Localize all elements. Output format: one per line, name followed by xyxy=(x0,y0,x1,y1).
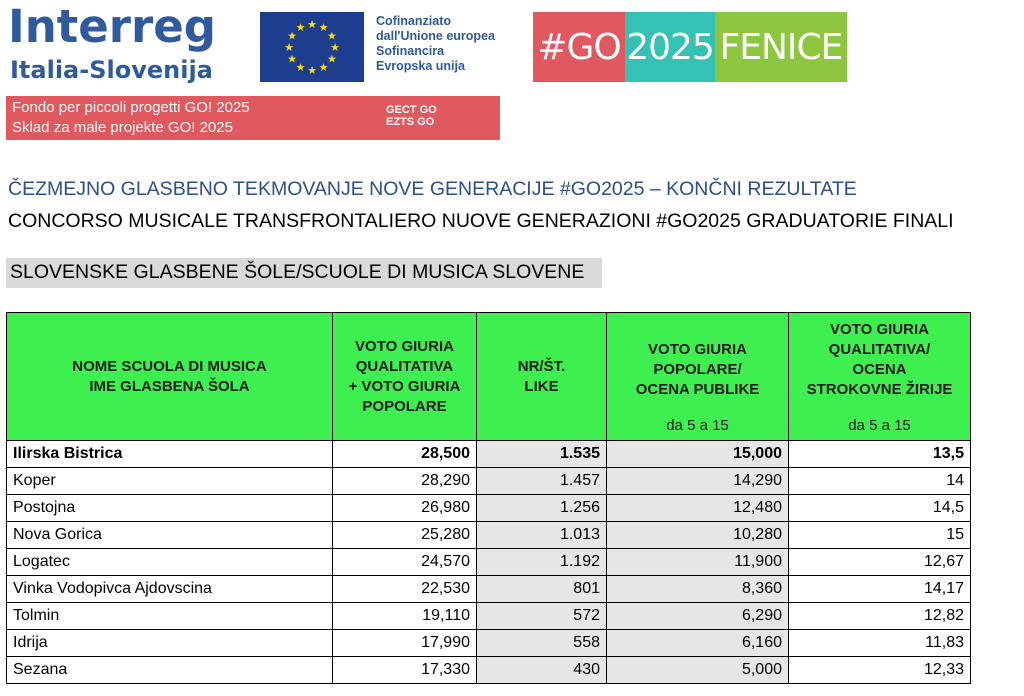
eu-star-icon: ★ xyxy=(318,22,329,35)
table-header-row xyxy=(7,313,971,441)
table-row xyxy=(7,630,971,657)
section-heading-text: SLOVENSKE GLASBENE ŠOLE/SCUOLE DI MUSICA SLOVENE xyxy=(10,261,585,283)
title-italian: CONCORSO MUSICALE TRANSFRONTALIERO NUOVE GENERAZIONI #GO2025 GRADUATORIE FINALI xyxy=(8,210,954,232)
cell-school: Logatec xyxy=(7,549,333,576)
title-slovene: ČEZMEJNO GLASBENO TEKMOVANJE NOVE GENERACIJE #GO2025 – KONČNI REZULTATE xyxy=(8,178,857,200)
header-text: NOME SCUOLA DI MUSICA IME GLASBENA ŠOLA xyxy=(72,357,267,395)
header-public-vote xyxy=(607,313,789,441)
go-banner-year: 2025 xyxy=(625,12,715,82)
cell-jury-vote: 15 xyxy=(789,522,971,549)
header-unit: da 5 a 15 xyxy=(666,417,729,434)
interreg-logo xyxy=(8,0,248,90)
cell-jury-vote: 14 xyxy=(789,468,971,495)
eu-text-line: dall'Unione europea xyxy=(376,29,495,43)
cell-school: Ilirska Bistrica xyxy=(7,441,333,468)
fund-banner xyxy=(6,96,500,140)
eu-flag-icon xyxy=(260,12,364,82)
eu-star-icon: ★ xyxy=(326,30,337,43)
cell-likes: 558 xyxy=(477,630,607,657)
eu-star-icon: ★ xyxy=(287,30,298,43)
cell-school: Postojna xyxy=(7,495,333,522)
table-row xyxy=(7,549,971,576)
table-row xyxy=(7,657,971,684)
gect-line: EZTS GO xyxy=(386,116,435,128)
cell-likes: 801 xyxy=(477,576,607,603)
cell-total: 26,980 xyxy=(333,495,477,522)
eu-text-line: Sofinancira xyxy=(376,44,445,58)
eu-star-icon: ★ xyxy=(330,42,340,54)
go2025-fenice-banner xyxy=(533,12,847,82)
cell-public-vote: 11,900 xyxy=(607,549,789,576)
cell-likes: 1.256 xyxy=(477,495,607,522)
cell-jury-vote: 14,17 xyxy=(789,576,971,603)
eu-star-icon: ★ xyxy=(284,42,294,54)
gect-logo xyxy=(386,104,437,128)
cell-school: Sezana xyxy=(7,657,333,684)
interreg-wordmark: Interreg xyxy=(8,0,216,53)
table-row xyxy=(7,468,971,495)
fund-line-sl: Sklad za male projekte GO! 2025 xyxy=(12,119,233,136)
eu-text-line: Evropska unija xyxy=(376,59,465,73)
table-row xyxy=(7,441,971,468)
header-unit: da 5 a 15 xyxy=(848,417,911,434)
cell-total: 22,530 xyxy=(333,576,477,603)
eu-star-icon: ★ xyxy=(287,53,298,66)
section-heading xyxy=(6,258,602,288)
cell-jury-vote: 12,67 xyxy=(789,549,971,576)
cell-total: 17,330 xyxy=(333,657,477,684)
header-text: NR/ŠT. LIKE xyxy=(517,357,566,395)
cell-public-vote: 6,160 xyxy=(607,630,789,657)
cell-total: 25,280 xyxy=(333,522,477,549)
header-text: VOTO GIURIA QUALITATIVA/ OCENA STROKOVNE ŽIRIJE xyxy=(806,321,953,398)
cell-jury-vote: 11,83 xyxy=(789,630,971,657)
cell-public-vote: 15,000 xyxy=(607,441,789,468)
eu-star-icon: ★ xyxy=(326,53,337,66)
cell-school: Idrija xyxy=(7,630,333,657)
cell-jury-vote: 12,33 xyxy=(789,657,971,684)
table-row xyxy=(7,576,971,603)
cell-likes: 1.192 xyxy=(477,549,607,576)
gect-line: GECT GO xyxy=(386,104,437,116)
table-row xyxy=(7,522,971,549)
eu-star-icon: ★ xyxy=(307,19,317,31)
eu-star-icon: ★ xyxy=(295,22,306,35)
cell-total: 28,500 xyxy=(333,441,477,468)
results-table xyxy=(6,312,971,684)
eu-star-icon: ★ xyxy=(295,61,306,74)
cell-school: Nova Gorica xyxy=(7,522,333,549)
header-total-score xyxy=(333,313,477,441)
cell-school: Vinka Vodopivca Ajdovscina xyxy=(7,576,333,603)
cell-total: 24,570 xyxy=(333,549,477,576)
cell-jury-vote: 14,5 xyxy=(789,495,971,522)
fund-line-it: Fondo per piccoli progetti GO! 2025 xyxy=(12,99,250,116)
cell-likes: 1.535 xyxy=(477,441,607,468)
cell-public-vote: 10,280 xyxy=(607,522,789,549)
cell-likes: 1.457 xyxy=(477,468,607,495)
cell-school: Tolmin xyxy=(7,603,333,630)
cell-jury-vote: 12,82 xyxy=(789,603,971,630)
go-banner-hashgo: #GO xyxy=(533,12,625,82)
cell-likes: 1.013 xyxy=(477,522,607,549)
table-row xyxy=(7,495,971,522)
cell-public-vote: 6,290 xyxy=(607,603,789,630)
header-text: VOTO GIURIA QUALITATIVA + VOTO GIURIA POPOLARE xyxy=(348,337,461,415)
cell-public-vote: 12,480 xyxy=(607,495,789,522)
cell-total: 28,290 xyxy=(333,468,477,495)
header-jury-vote xyxy=(789,313,971,441)
eu-star-icon: ★ xyxy=(318,61,329,74)
cell-likes: 430 xyxy=(477,657,607,684)
eu-star-icon: ★ xyxy=(307,65,317,77)
cell-public-vote: 14,290 xyxy=(607,468,789,495)
interreg-subtitle: Italia-Slovenija xyxy=(10,56,213,84)
header-school-name xyxy=(7,313,333,441)
cell-public-vote: 8,360 xyxy=(607,576,789,603)
cell-jury-vote: 13,5 xyxy=(789,441,971,468)
eu-cofinancing-text xyxy=(376,14,495,74)
cell-public-vote: 5,000 xyxy=(607,657,789,684)
go-banner-fenice: FENICE xyxy=(715,12,847,82)
eu-stars xyxy=(260,12,364,82)
cell-school: Koper xyxy=(7,468,333,495)
header-text: VOTO GIURIA POPOLARE/ OCENA PUBLIKE xyxy=(635,341,760,398)
header-likes xyxy=(477,313,607,441)
cell-total: 19,110 xyxy=(333,603,477,630)
cell-total: 17,990 xyxy=(333,630,477,657)
eu-text-line: Cofinanziato xyxy=(376,14,451,28)
cell-likes: 572 xyxy=(477,603,607,630)
table-row xyxy=(7,603,971,630)
